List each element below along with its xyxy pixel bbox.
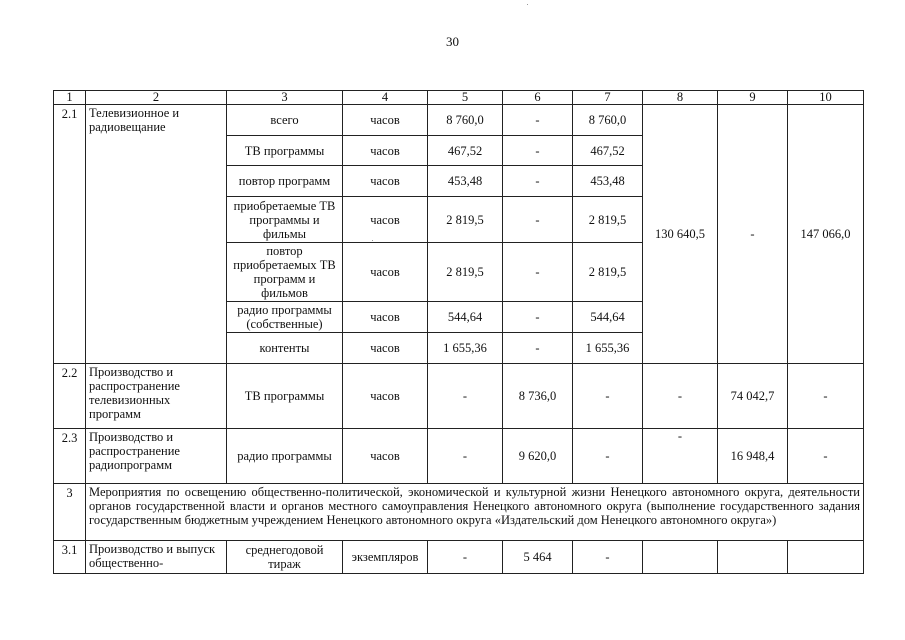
unit-cell: часов [343, 136, 428, 166]
row-number: 3.1 [54, 541, 86, 574]
value-cell: - [643, 364, 718, 429]
value-cell: - [788, 364, 864, 429]
value-cell: 130 640,5 [643, 105, 718, 364]
table-row [54, 429, 864, 484]
value-cell: 8 736,0 [503, 364, 573, 429]
value-cell: 544,64 [428, 302, 503, 333]
value-cell: 9 620,0 [503, 429, 573, 484]
value-cell: - [573, 541, 643, 574]
row-title: Производство и распространение радиопрограмм [86, 429, 227, 484]
indicator-cell: радио программы (собственные) [227, 302, 343, 333]
header-cell: 6 [503, 91, 573, 105]
indicator-cell: ТВ программы [227, 364, 343, 429]
header-cell: 5 [428, 91, 503, 105]
indicator-cell: среднегодовой тираж [227, 541, 343, 574]
header-cell: 4 [343, 91, 428, 105]
value-cell: 2 819,5 [428, 243, 503, 302]
row-number: 2.3 [54, 429, 86, 484]
value-cell [718, 541, 788, 574]
value-cell: - [573, 429, 643, 484]
value-cell: - [428, 364, 503, 429]
value-cell: 467,52 [573, 136, 643, 166]
indicator-cell: повтор приобретаемых ТВ программ и фильмов [227, 243, 343, 302]
value-cell: - [503, 136, 573, 166]
value-cell: 147 066,0 [788, 105, 864, 364]
value-cell: - [643, 429, 718, 484]
value-cell: 2 819,5 [573, 197, 643, 243]
unit-cell: часов [343, 243, 428, 302]
value-cell: - [503, 197, 573, 243]
unit-cell: часов [343, 302, 428, 333]
indicator-cell: приобретаемые ТВ программы и фильмы [227, 197, 343, 243]
value-cell: - [503, 166, 573, 197]
unit-cell: экземпляров [343, 541, 428, 574]
table-row [54, 105, 864, 136]
header-cell: 1 [54, 91, 86, 105]
indicator-cell: ТВ программы [227, 136, 343, 166]
unit-cell: часов [343, 105, 428, 136]
header-cell: 2 [86, 91, 227, 105]
value-cell: - [503, 302, 573, 333]
header-cell: 3 [227, 91, 343, 105]
indicator-cell: повтор программ [227, 166, 343, 197]
unit-cell: часов [343, 364, 428, 429]
row-title: Телевизионное и радиовещание [86, 105, 227, 364]
indicator-cell: радио программы [227, 429, 343, 484]
unit-cell: часов [343, 333, 428, 364]
value-cell: 5 464 [503, 541, 573, 574]
value-cell: 16 948,4 [718, 429, 788, 484]
header-cell: 8 [643, 91, 718, 105]
value-cell: 544,64 [573, 302, 643, 333]
row-number: 2.2 [54, 364, 86, 429]
value-cell: 8 760,0 [428, 105, 503, 136]
row-number: 2.1 [54, 105, 86, 364]
unit-cell: часов [343, 429, 428, 484]
table-row [54, 541, 864, 574]
value-cell [788, 541, 864, 574]
budget-table [53, 90, 864, 574]
indicator-cell: всего [227, 105, 343, 136]
value-cell [643, 541, 718, 574]
value-cell: - [428, 541, 503, 574]
value-cell: 1 655,36 [573, 333, 643, 364]
value-cell: - [503, 333, 573, 364]
unit-cell: часов [343, 166, 428, 197]
value-cell: 453,48 [573, 166, 643, 197]
value-cell: 2 819,5 [428, 197, 503, 243]
value-cell: - [788, 429, 864, 484]
row-title: Производство и выпуск общественно- [86, 541, 227, 574]
scan-speck [527, 4, 528, 5]
value-cell: 74 042,7 [718, 364, 788, 429]
value-cell: 8 760,0 [573, 105, 643, 136]
table-row [54, 364, 864, 429]
row-number: 3 [54, 484, 86, 541]
value-cell: - [573, 364, 643, 429]
header-cell: 9 [718, 91, 788, 105]
header-cell: 7 [573, 91, 643, 105]
indicator-cell: контенты [227, 333, 343, 364]
value-cell: 453,48 [428, 166, 503, 197]
value-cell: - [503, 243, 573, 302]
header-row [54, 91, 864, 105]
unit-cell: часов [343, 197, 428, 243]
value-cell: - [503, 105, 573, 136]
value-cell: - [718, 105, 788, 364]
page-number: 30 [446, 34, 459, 49]
value-cell: 1 655,36 [428, 333, 503, 364]
header-cell: 10 [788, 91, 864, 105]
row-title: Производство и распространение телевизионных программ [86, 364, 227, 429]
value-cell: 467,52 [428, 136, 503, 166]
value-cell: 2 819,5 [573, 243, 643, 302]
value-cell: - [428, 429, 503, 484]
section-description: Мероприятия по освещению общественно-политической, экономической и культурной жизни Ненецкого автономного округа, деятельности органов государственной власти и органов местного самоуправления Ненецкого автономного округа (выполнение государственного задания государственным бюджетным учреждением Ненецкого автономного округа «Издательский дом Ненецкого автономного округа») [86, 484, 864, 541]
table-row [54, 484, 864, 541]
